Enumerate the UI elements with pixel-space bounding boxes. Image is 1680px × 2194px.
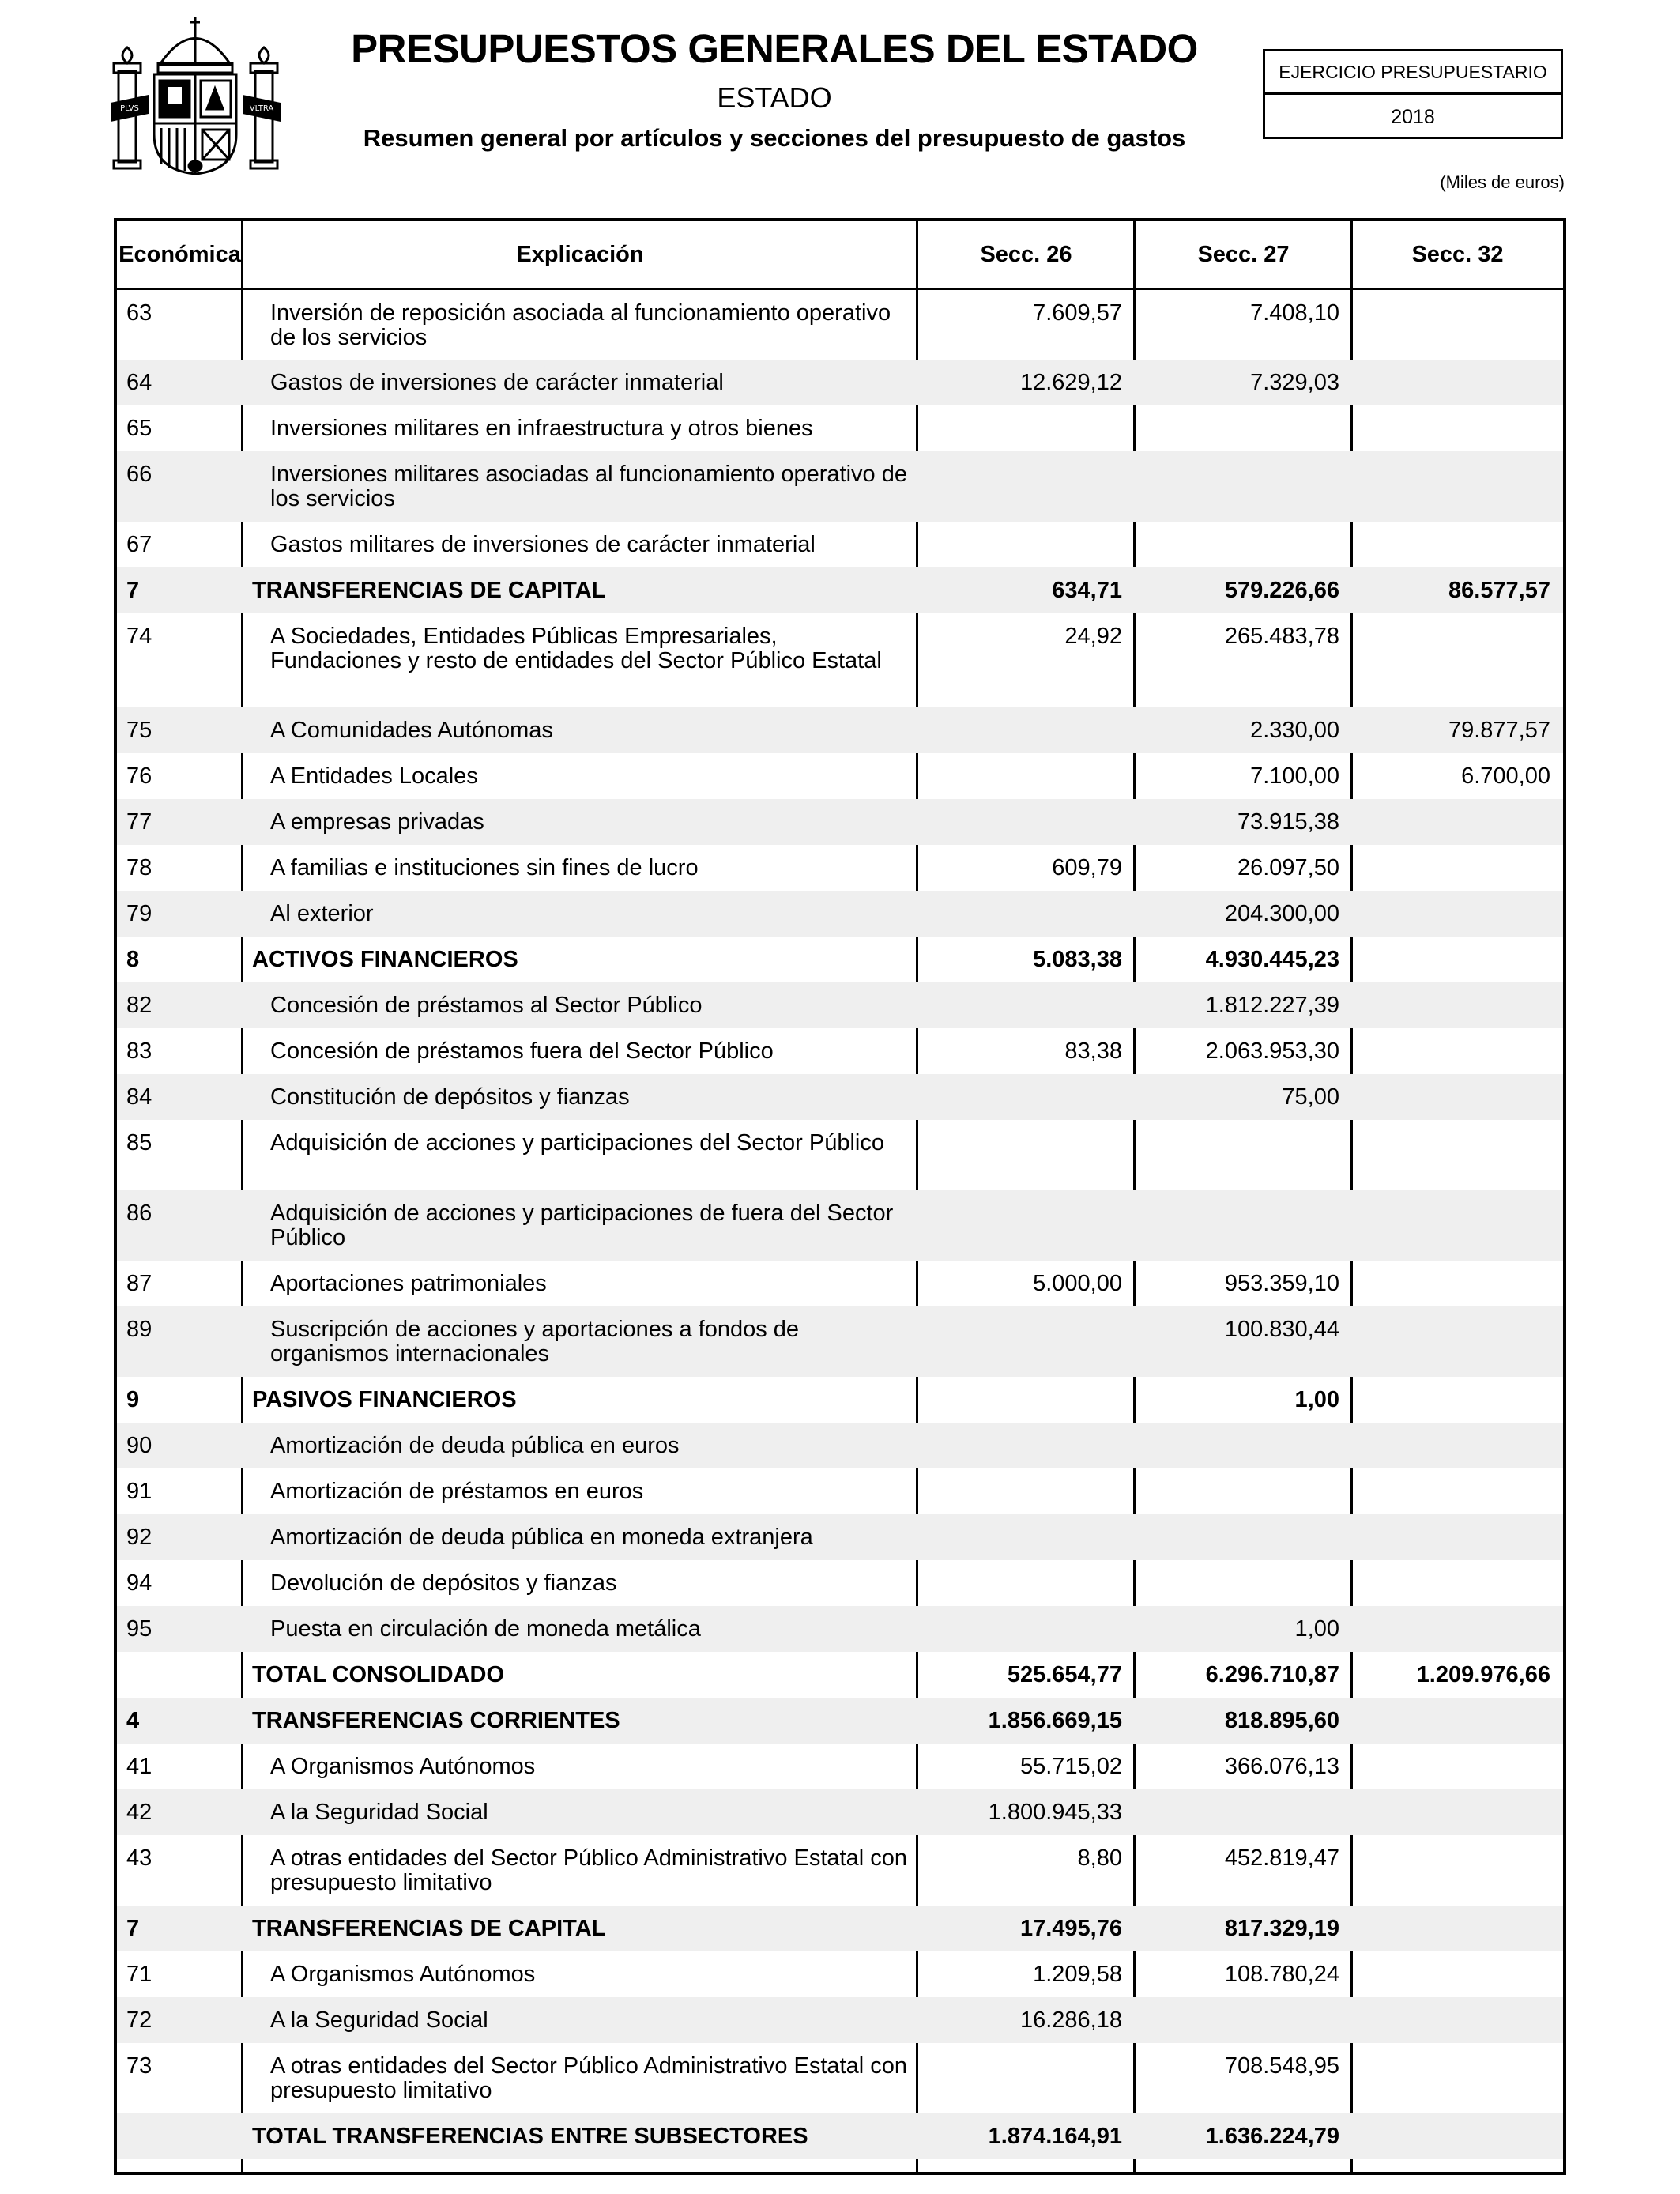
cell-economica: 43 bbox=[126, 1845, 153, 1871]
cell-secc-26 bbox=[917, 522, 1135, 567]
cell-secc-32 bbox=[1352, 1514, 1563, 1560]
cell-secc-32 bbox=[1352, 360, 1563, 405]
cell-economica: 94 bbox=[126, 1570, 153, 1596]
cell-secc-27: 1.636.224,79 bbox=[1135, 2113, 1352, 2159]
cell-secc-26 bbox=[917, 2043, 1135, 2113]
cell-secc-26 bbox=[917, 1560, 1135, 1606]
cell-secc-26: 17.495,76 bbox=[917, 1906, 1135, 1951]
cell-economica: 76 bbox=[126, 763, 153, 789]
table-row bbox=[117, 1190, 1563, 1261]
table-row bbox=[117, 613, 1563, 707]
table-row bbox=[117, 891, 1563, 937]
cell-secc-32 bbox=[1352, 1028, 1563, 1074]
cell-secc-27 bbox=[1135, 1423, 1352, 1468]
cell-secc-26 bbox=[917, 1606, 1135, 1652]
cell-economica: 9 bbox=[126, 1386, 140, 1412]
cell-secc-26 bbox=[917, 753, 1135, 799]
cell-secc-32 bbox=[1352, 2043, 1563, 2113]
cell-economica: 66 bbox=[117, 451, 243, 522]
cell-economica: 7 bbox=[117, 1906, 243, 1951]
table-row bbox=[117, 1906, 1563, 1951]
table-row bbox=[117, 1606, 1563, 1652]
cell-secc-27: 73.915,38 bbox=[1135, 799, 1352, 845]
cell-secc-32 bbox=[1352, 1789, 1563, 1835]
cell-secc-27 bbox=[1135, 1468, 1352, 1514]
cell-secc-32 bbox=[1352, 451, 1563, 522]
cell-explicacion: ACTIVOS FINANCIEROS bbox=[252, 946, 518, 972]
cell-secc-27 bbox=[1135, 451, 1352, 522]
cell-economica: 64 bbox=[117, 360, 243, 405]
table-row bbox=[117, 1744, 1563, 1789]
cell-economica: 77 bbox=[117, 799, 243, 845]
cell-secc-32 bbox=[1352, 405, 1563, 451]
table-body bbox=[117, 289, 1563, 2159]
cell-secc-26: 1.209,58 bbox=[1033, 1961, 1122, 1987]
cell-explicacion: A Sociedades, Entidades Públicas Empresariales, Fundaciones y resto de entidades del Sector Público Estatal bbox=[270, 623, 882, 673]
cell-explicacion: Concesión de préstamos al Sector Público bbox=[243, 982, 917, 1028]
cell-explicacion: A Entidades Locales bbox=[270, 763, 478, 789]
units-note: (Miles de euros) bbox=[1440, 172, 1565, 192]
cell-economica: 79 bbox=[117, 891, 243, 937]
table-row bbox=[117, 1423, 1563, 1468]
table-row bbox=[117, 1514, 1563, 1560]
cell-secc-26 bbox=[917, 799, 1135, 845]
cell-economica: 63 bbox=[126, 300, 153, 326]
table-row bbox=[117, 405, 1563, 451]
page-description: Resumen general por artículos y secciones del presupuesto de gastos bbox=[363, 124, 1186, 152]
cell-secc-27 bbox=[1135, 1514, 1352, 1560]
cell-secc-32 bbox=[1352, 2113, 1563, 2159]
cell-explicacion: A la Seguridad Social bbox=[243, 1997, 917, 2043]
cell-secc-27: 26.097,50 bbox=[1237, 854, 1339, 880]
cell-secc-26: 24,92 bbox=[1064, 623, 1122, 649]
cell-secc-32: 86.577,57 bbox=[1352, 567, 1563, 613]
cell-economica: 72 bbox=[117, 1997, 243, 2043]
table-row bbox=[117, 1468, 1563, 1514]
cell-secc-27 bbox=[1135, 1120, 1352, 1190]
cell-economica: 75 bbox=[117, 707, 243, 753]
table-header-row bbox=[117, 221, 1563, 289]
ejercicio-year: 2018 bbox=[1391, 105, 1435, 128]
table-row bbox=[117, 1789, 1563, 1835]
cell-economica: 89 bbox=[117, 1306, 243, 1377]
cell-explicacion: TRANSFERENCIAS DE CAPITAL bbox=[243, 567, 917, 613]
cell-secc-32 bbox=[1352, 1306, 1563, 1377]
cell-secc-27: 7.329,03 bbox=[1135, 360, 1352, 405]
cell-secc-26 bbox=[917, 1514, 1135, 1560]
cell-secc-27 bbox=[1135, 1560, 1352, 1606]
cell-secc-32 bbox=[1352, 1190, 1563, 1261]
cell-explicacion: A Comunidades Autónomas bbox=[243, 707, 917, 753]
cell-explicacion: Inversión de reposición asociada al funcionamiento operativo de los servicios bbox=[270, 300, 891, 350]
table-row bbox=[117, 1028, 1563, 1074]
cell-secc-32 bbox=[1352, 1377, 1563, 1423]
cell-explicacion: Devolución de depósitos y fianzas bbox=[270, 1570, 617, 1596]
cell-secc-32 bbox=[1352, 1997, 1563, 2043]
cell-secc-32 bbox=[1352, 1560, 1563, 1606]
cell-explicacion: Puesta en circulación de moneda metálica bbox=[243, 1606, 917, 1652]
table-row bbox=[117, 289, 1563, 360]
cell-economica: 92 bbox=[117, 1514, 243, 1560]
cell-secc-32 bbox=[1352, 845, 1563, 891]
cell-secc-27: 1.812.227,39 bbox=[1135, 982, 1352, 1028]
table-row bbox=[117, 1377, 1563, 1423]
cell-secc-27: 953.359,10 bbox=[1224, 1270, 1339, 1296]
cell-secc-26 bbox=[917, 1468, 1135, 1514]
cell-explicacion: Gastos militares de inversiones de carácter inmaterial bbox=[270, 531, 816, 557]
cell-secc-27 bbox=[1135, 1190, 1352, 1261]
cell-explicacion: A otras entidades del Sector Público Administrativo Estatal con presupuesto limitativo bbox=[270, 2053, 907, 2103]
cell-secc-26: 634,71 bbox=[917, 567, 1135, 613]
cell-secc-26: 83,38 bbox=[1064, 1038, 1122, 1064]
column-header-economica: Económica bbox=[117, 221, 243, 289]
cell-secc-32 bbox=[1352, 1835, 1563, 1906]
cell-economica: 74 bbox=[126, 623, 153, 649]
cell-economica: 91 bbox=[126, 1478, 153, 1504]
cell-explicacion: Amortización de préstamos en euros bbox=[270, 1478, 644, 1504]
cell-secc-27: 1,00 bbox=[1135, 1606, 1352, 1652]
cell-explicacion: A Organismos Autónomos bbox=[270, 1753, 536, 1779]
cell-explicacion: Gastos de inversiones de carácter inmaterial bbox=[243, 360, 917, 405]
table-row bbox=[117, 1835, 1563, 1906]
cell-secc-32 bbox=[1352, 1606, 1563, 1652]
cell-secc-32 bbox=[1352, 1468, 1563, 1514]
table-row bbox=[117, 1074, 1563, 1120]
svg-text:VLTRA: VLTRA bbox=[249, 104, 274, 113]
cell-explicacion: Concesión de préstamos fuera del Sector Público bbox=[270, 1038, 774, 1064]
cell-secc-32 bbox=[1352, 1074, 1563, 1120]
cell-secc-27: 708.548,95 bbox=[1224, 2053, 1339, 2079]
cell-economica: 67 bbox=[126, 531, 153, 557]
cell-secc-32: 79.877,57 bbox=[1352, 707, 1563, 753]
cell-secc-27: 2.330,00 bbox=[1135, 707, 1352, 753]
cell-economica: 42 bbox=[117, 1789, 243, 1835]
cell-explicacion: TRANSFERENCIAS DE CAPITAL bbox=[243, 1906, 917, 1951]
cell-secc-32 bbox=[1352, 1951, 1563, 1997]
cell-secc-27: 452.819,47 bbox=[1224, 1845, 1339, 1871]
cell-secc-26: 1.874.164,91 bbox=[917, 2113, 1135, 2159]
cell-secc-26 bbox=[917, 1377, 1135, 1423]
cell-secc-32 bbox=[1352, 982, 1563, 1028]
cell-secc-27: 818.895,60 bbox=[1135, 1698, 1352, 1744]
cell-explicacion: Al exterior bbox=[243, 891, 917, 937]
table-row bbox=[117, 937, 1563, 982]
table-row bbox=[117, 360, 1563, 405]
cell-economica: 90 bbox=[117, 1423, 243, 1468]
cell-secc-26 bbox=[917, 891, 1135, 937]
cell-secc-26 bbox=[917, 1423, 1135, 1468]
cell-secc-27 bbox=[1135, 522, 1352, 567]
cell-secc-27: 108.780,24 bbox=[1224, 1961, 1339, 1987]
cell-secc-32 bbox=[1352, 1906, 1563, 1951]
cell-economica: 83 bbox=[126, 1038, 153, 1064]
cell-economica bbox=[117, 1652, 243, 1698]
cell-secc-27: 204.300,00 bbox=[1135, 891, 1352, 937]
cell-explicacion: A familias e instituciones sin fines de lucro bbox=[270, 854, 699, 880]
cell-secc-27: 7.100,00 bbox=[1250, 763, 1339, 789]
table-row bbox=[117, 1698, 1563, 1744]
budget-table bbox=[117, 221, 1563, 2159]
cell-secc-26 bbox=[917, 1120, 1135, 1190]
table-row bbox=[117, 1261, 1563, 1306]
cell-explicacion: Inversiones militares asociadas al funcionamiento operativo de los servicios bbox=[243, 451, 917, 522]
cell-secc-27 bbox=[1135, 1997, 1352, 2043]
cell-secc-26 bbox=[917, 707, 1135, 753]
cell-secc-26: 7.609,57 bbox=[1033, 300, 1122, 326]
cell-economica: 41 bbox=[126, 1753, 153, 1779]
table-row bbox=[117, 1120, 1563, 1190]
table-row bbox=[117, 753, 1563, 799]
table-row bbox=[117, 1652, 1563, 1698]
cell-secc-26 bbox=[917, 1306, 1135, 1377]
table-row bbox=[117, 1560, 1563, 1606]
cell-secc-26 bbox=[917, 1074, 1135, 1120]
cell-economica: 86 bbox=[117, 1190, 243, 1261]
cell-secc-27: 817.329,19 bbox=[1135, 1906, 1352, 1951]
cell-economica: 73 bbox=[126, 2053, 153, 2079]
cell-secc-32: 6.700,00 bbox=[1461, 763, 1550, 789]
cell-secc-26: 12.629,12 bbox=[917, 360, 1135, 405]
cell-secc-26: 16.286,18 bbox=[917, 1997, 1135, 2043]
cell-economica: 7 bbox=[117, 567, 243, 613]
cell-secc-27 bbox=[1135, 405, 1352, 451]
ejercicio-label: EJERCICIO PRESUPUESTARIO bbox=[1265, 51, 1561, 95]
cell-secc-27: 366.076,13 bbox=[1224, 1753, 1339, 1779]
table-row bbox=[117, 982, 1563, 1028]
cell-secc-26: 8,80 bbox=[1077, 1845, 1122, 1871]
cell-secc-27: 75,00 bbox=[1135, 1074, 1352, 1120]
cell-secc-27: 265.483,78 bbox=[1224, 623, 1339, 649]
cell-secc-26 bbox=[917, 1190, 1135, 1261]
column-header-secc-26: Secc. 26 bbox=[917, 221, 1135, 289]
table-row bbox=[117, 1997, 1563, 2043]
budget-table-container bbox=[114, 218, 1566, 2175]
cell-explicacion: Aportaciones patrimoniales bbox=[270, 1270, 547, 1296]
cell-explicacion: Suscripción de acciones y aportaciones a fondos de organismos internacionales bbox=[243, 1306, 917, 1377]
cell-explicacion: A empresas privadas bbox=[243, 799, 917, 845]
cell-economica: 85 bbox=[126, 1129, 153, 1155]
cell-economica: 71 bbox=[126, 1961, 153, 1987]
cell-explicacion: TRANSFERENCIAS CORRIENTES bbox=[243, 1698, 917, 1744]
cell-secc-32 bbox=[1352, 1120, 1563, 1190]
cell-secc-26 bbox=[917, 405, 1135, 451]
cell-secc-26: 55.715,02 bbox=[1019, 1753, 1122, 1779]
cell-secc-26: 609,79 bbox=[1052, 854, 1122, 880]
table-row bbox=[117, 2113, 1563, 2159]
cell-secc-32 bbox=[1352, 937, 1563, 982]
cell-explicacion: A otras entidades del Sector Público Administrativo Estatal con presupuesto limitativo bbox=[270, 1845, 907, 1895]
table-row bbox=[117, 799, 1563, 845]
cell-explicacion: A la Seguridad Social bbox=[243, 1789, 917, 1835]
cell-economica: 95 bbox=[117, 1606, 243, 1652]
cell-secc-27: 2.063.953,30 bbox=[1205, 1038, 1339, 1064]
cell-secc-32 bbox=[1352, 1261, 1563, 1306]
cell-explicacion: Amortización de deuda pública en moneda extranjera bbox=[243, 1514, 917, 1560]
table-row bbox=[117, 567, 1563, 613]
ejercicio-box bbox=[1263, 49, 1563, 139]
column-header-secc-27: Secc. 27 bbox=[1135, 221, 1352, 289]
cell-economica bbox=[117, 2113, 243, 2159]
table-row bbox=[117, 1951, 1563, 1997]
cell-explicacion: TOTAL CONSOLIDADO bbox=[252, 1661, 504, 1687]
cell-secc-27: 6.296.710,87 bbox=[1205, 1661, 1339, 1687]
cell-secc-27: 1,00 bbox=[1294, 1386, 1339, 1412]
cell-secc-32 bbox=[1352, 891, 1563, 937]
cell-secc-32 bbox=[1352, 613, 1563, 707]
cell-secc-26: 5.083,38 bbox=[1033, 946, 1122, 972]
cell-secc-27: 7.408,10 bbox=[1250, 300, 1339, 326]
cell-secc-32 bbox=[1352, 1744, 1563, 1789]
page-title: PRESUPUESTOS GENERALES DEL ESTADO bbox=[351, 26, 1198, 71]
cell-economica: 8 bbox=[126, 946, 140, 972]
cell-secc-27 bbox=[1135, 1789, 1352, 1835]
table-row bbox=[117, 2043, 1563, 2113]
cell-explicacion: Adquisición de acciones y participaciones de fuera del Sector Público bbox=[243, 1190, 917, 1261]
cell-secc-32 bbox=[1352, 799, 1563, 845]
cell-secc-27: 100.830,44 bbox=[1135, 1306, 1352, 1377]
cell-economica: 82 bbox=[117, 982, 243, 1028]
cell-explicacion: Inversiones militares en infraestructura y otros bienes bbox=[270, 415, 813, 441]
cell-explicacion: Adquisición de acciones y participaciones del Sector Público bbox=[270, 1129, 884, 1155]
cell-secc-32 bbox=[1352, 289, 1563, 360]
cell-economica: 4 bbox=[117, 1698, 243, 1744]
cell-explicacion: TOTAL TRANSFERENCIAS ENTRE SUBSECTORES bbox=[243, 2113, 917, 2159]
cell-economica: 84 bbox=[117, 1074, 243, 1120]
table-row bbox=[117, 707, 1563, 753]
cell-secc-27: 4.930.445,23 bbox=[1205, 946, 1339, 972]
page-subtitle: ESTADO bbox=[717, 81, 832, 114]
coat-of-arms-logo bbox=[111, 16, 281, 178]
cell-secc-32 bbox=[1352, 1698, 1563, 1744]
cell-secc-26 bbox=[917, 982, 1135, 1028]
cell-economica: 87 bbox=[126, 1270, 153, 1296]
cell-secc-26 bbox=[917, 451, 1135, 522]
cell-secc-27: 579.226,66 bbox=[1135, 567, 1352, 613]
cell-secc-32 bbox=[1352, 1423, 1563, 1468]
cell-explicacion: Amortización de deuda pública en euros bbox=[243, 1423, 917, 1468]
cell-secc-26: 1.856.669,15 bbox=[917, 1698, 1135, 1744]
cell-economica: 78 bbox=[126, 854, 153, 880]
cell-secc-26: 5.000,00 bbox=[1033, 1270, 1122, 1296]
cell-explicacion: Constitución de depósitos y fianzas bbox=[243, 1074, 917, 1120]
cell-secc-32 bbox=[1352, 522, 1563, 567]
cell-economica: 65 bbox=[126, 415, 153, 441]
cell-explicacion: A Organismos Autónomos bbox=[270, 1961, 536, 1987]
column-header-secc-32: Secc. 32 bbox=[1352, 221, 1563, 289]
cell-secc-32: 1.209.976,66 bbox=[1416, 1661, 1550, 1687]
column-header-explicacion: Explicación bbox=[243, 221, 917, 289]
table-row bbox=[117, 451, 1563, 522]
svg-text:PLVS: PLVS bbox=[120, 104, 139, 113]
table-row bbox=[117, 522, 1563, 567]
cell-secc-26: 1.800.945,33 bbox=[917, 1789, 1135, 1835]
table-row bbox=[117, 1306, 1563, 1377]
cell-explicacion: PASIVOS FINANCIEROS bbox=[252, 1386, 517, 1412]
cell-secc-26: 525.654,77 bbox=[1007, 1661, 1122, 1687]
table-row bbox=[117, 845, 1563, 891]
